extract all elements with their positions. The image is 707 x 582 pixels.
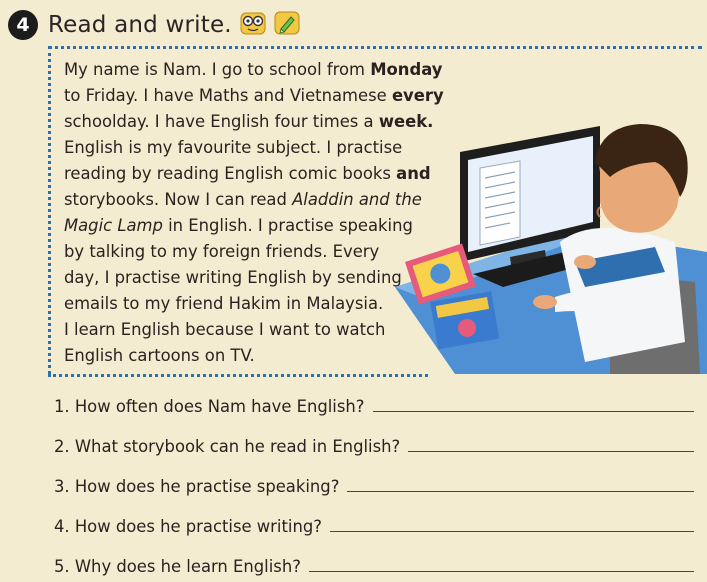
question-row [54,542,694,582]
questions-list [54,382,694,582]
passage-line: day, I practise writing English by sending [64,268,402,287]
question-text: 4. How does he practise writing? [54,517,322,536]
answer-line[interactable] [408,450,694,452]
passage-line: English is my favourite subject. I practise [64,138,403,157]
question-text: 2. What storybook can he read in English? [54,437,401,456]
answer-line[interactable] [309,570,694,572]
glasses-face-icon [240,10,266,40]
passage-line: English cartoons on TV. [64,346,255,365]
passage-line: My name is Nam. I go to school from Monday [64,60,443,79]
passage-line: by talking to my foreign friends. Every [64,242,380,261]
question-row [54,462,694,502]
passage-line: emails to my friend Hakim in Malaysia. [64,294,384,313]
question-row [54,382,694,422]
passage-line: to Friday. I have Maths and Vietnamese every [64,86,444,105]
pencil-icon [274,10,300,40]
passage-line: schoolday. I have English four times a week. [64,112,434,131]
question-text: 5. Why does he learn English? [54,557,301,576]
passage-line: storybooks. Now I can read Aladdin and the [64,190,422,209]
passage-line: Magic Lamp in English. I practise speaking [64,216,413,235]
passage-line: I learn English because I want to watch [64,320,386,339]
passage-line: reading by reading English comic books and [64,164,431,183]
answer-line[interactable] [330,530,694,532]
exercise-number-badge: 4 [8,10,38,40]
question-text: 3. How does he practise speaking? [54,477,340,496]
answer-line[interactable] [347,490,694,492]
question-row [54,502,694,542]
exercise-title: Read and write. [48,12,232,38]
answer-line[interactable] [373,410,695,412]
reading-passage [64,57,444,369]
question-text: 1. How often does Nam have English? [54,397,365,416]
question-row [54,422,694,462]
boy-at-computer-illustration [395,112,707,374]
exercise-header [8,8,300,42]
